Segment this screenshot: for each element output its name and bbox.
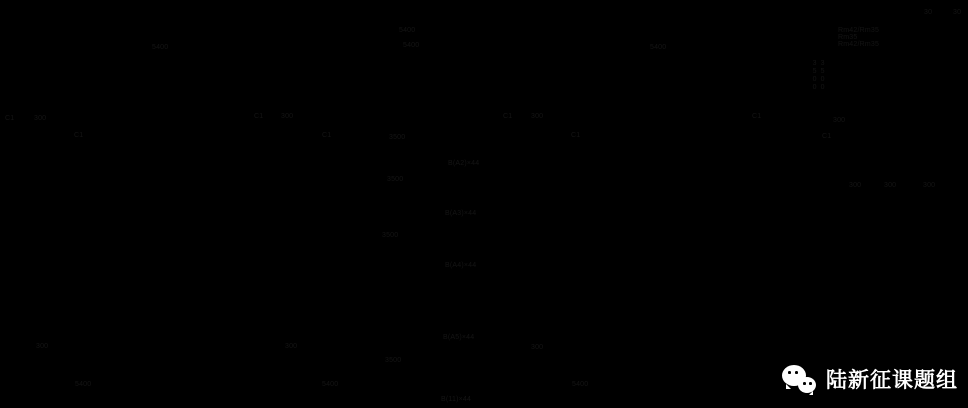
dimension-label: 300 (531, 344, 544, 351)
dimension-label: 300 (833, 117, 846, 124)
dimension-label: B(A3)×44 (445, 210, 477, 217)
dimension-label: 3500 (385, 357, 402, 364)
dimension-label: 30 (953, 9, 962, 16)
dimension-label: C1 (752, 113, 762, 120)
dimension-label: 300 (281, 113, 294, 120)
dimension-label: 5400 (572, 381, 589, 388)
dimension-label: Rm42/Rm35 (838, 27, 880, 34)
dimension-label: 5400 (322, 381, 339, 388)
watermark-text: 陆新征课题组 (826, 369, 958, 392)
dimension-label: 3500 (389, 134, 406, 141)
dimension-label: 5400 (152, 44, 169, 51)
dimension-label: C1 (571, 132, 581, 139)
dimension-label: B(A2)×44 (448, 160, 480, 167)
dimension-label: 5400 (399, 27, 416, 34)
dimension-label: B(A5)×44 (443, 334, 475, 341)
dimension-label-vertical: 3500 (811, 60, 819, 92)
dimension-label: 3500 (387, 176, 404, 183)
dimension-label: B(A4)×44 (445, 262, 477, 269)
dimension-label: C1 (254, 113, 264, 120)
dimension-label: 5400 (403, 42, 420, 49)
dimension-label-vertical: 3500 (819, 60, 827, 92)
dimension-label: B(11)×44 (441, 396, 472, 403)
dimension-label: 300 (36, 343, 49, 350)
dimension-label: 300 (285, 343, 298, 350)
wechat-icon (782, 364, 816, 394)
dimension-label: 300 (849, 182, 862, 189)
dimension-label: 300 (884, 182, 897, 189)
dimension-label: 30 (924, 9, 933, 16)
dimension-label: C1 (322, 132, 332, 139)
dimension-label: 3500 (382, 232, 399, 239)
dimension-label: C1 (822, 133, 832, 140)
dimension-label: C1 (74, 132, 84, 139)
watermark (782, 364, 958, 394)
dimension-label: 300 (923, 182, 936, 189)
dimension-label: C1 (503, 113, 513, 120)
dimension-label: Rm42/Rm35 (838, 41, 880, 48)
dimension-label: 5400 (650, 44, 667, 51)
dimension-label: C1 (5, 115, 15, 122)
dimension-label: 5400 (75, 381, 92, 388)
dimension-label: Rm35 (838, 34, 858, 41)
dimension-label: 300 (531, 113, 544, 120)
dimension-label: 300 (34, 115, 47, 122)
